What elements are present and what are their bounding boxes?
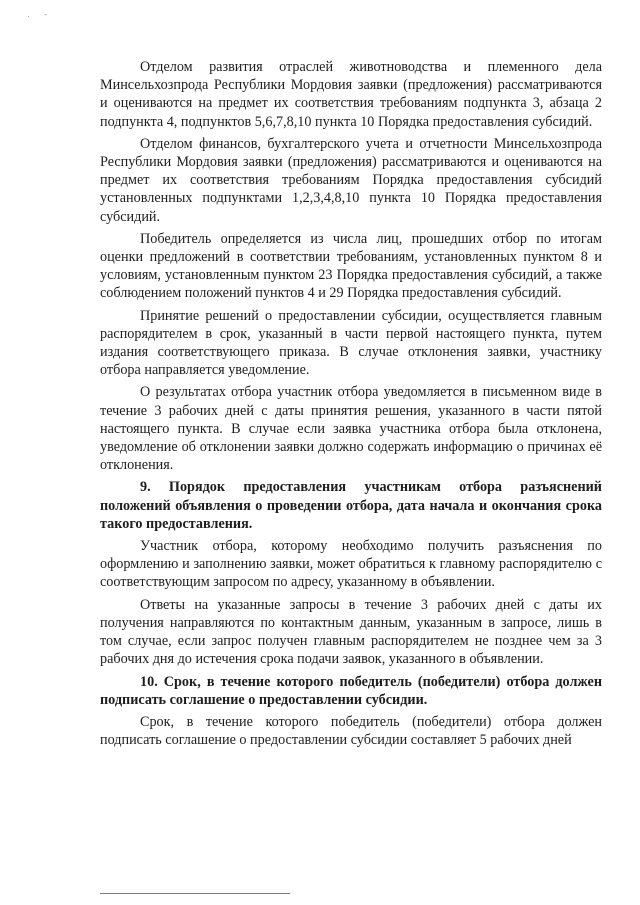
paragraph: Срок, в течение которого победитель (победители) отбора должен подписать соглашение о предоставлении субсидии составляет 5 рабочих дней [100,713,602,749]
paragraph: Отделом развития отраслей животноводства и племенного дела Минсельхозпрода Республики Мордовия заявки (предложения) рассматриваются и оцениваются на предмет их соответствия требованиям подпункта 3, абзаца 2 подпункта 4, подпунктов 5,6,7,8,10 пункта 10 Порядка предоставления субсидий. [100,59,602,130]
paragraph: Ответы на указанные запросы в течение 3 рабочих дней с даты их получения направляются по контактным данным, указанным в запросе, лишь в том случае, если запрос получен главным распорядителем не позднее чем за 3 рабочих дня до истечения срока подачи заявок, указанного в объявлении. [100,596,602,668]
paragraph: О результатах отбора участник отбора уведомляется в письменном виде в течение 3 рабочих дней с даты принятия решения, указанного в части пятой настоящего пункта. В случае если заявка участника отбора была отклонена, уведомление об отклонении заявки должно содержать информацию о причинах её отклонения. [100,384,602,474]
paragraph: Участник отбора, которому необходимо получить разъяснения по оформлению и заполнению заявки, может обратиться к главному распорядителю с соответствующим запросом по адресу, указанному в объявлении. [100,538,602,591]
document-body [100,58,602,753]
section-heading-10: 10. Срок, в течение которого победитель (победители) отбора должен подписать соглашение о предоставлении субсидии. [100,673,602,708]
paragraph: Принятие решений о предоставлении субсидии, осуществляется главным распорядителем в срок, указанный в части первой настоящего пункта, путем издания соответствующего приказа. В случае отклонения заявки, участнику отбора направляется уведомление. [100,307,602,379]
paragraph: Победитель определяется из числа лиц, прошедших отбор по итогам оценки предложений в соответствии требованиям, установленных пунктом 8 и условиям, установленным пунктом 23 Порядка предоставления субсидий, а также соблюдением положений пунктов 4 и 29 Порядка предоставления субсидий. [100,230,602,302]
scan-mark: . [27,10,30,20]
paragraph: Отделом финансов, бухгалтерского учета и отчетности Минсельхозпрода Республики Мордовия заявки (предложения) рассматриваются и оцениваются на предмет их соответствия требованиям Порядка предоставления субсидий установленных подпунктами 1,2,3,4,8,10 пункта 10 Порядка предоставления субсидий. [100,135,602,225]
scan-mark: - [44,10,48,20]
section-heading-9: 9. Порядок предоставления участникам отбора разъяснений положений объявления о проведении отбора, дата начала и окончания срока такого предоставления. [100,479,602,532]
footnote-divider [100,893,290,894]
